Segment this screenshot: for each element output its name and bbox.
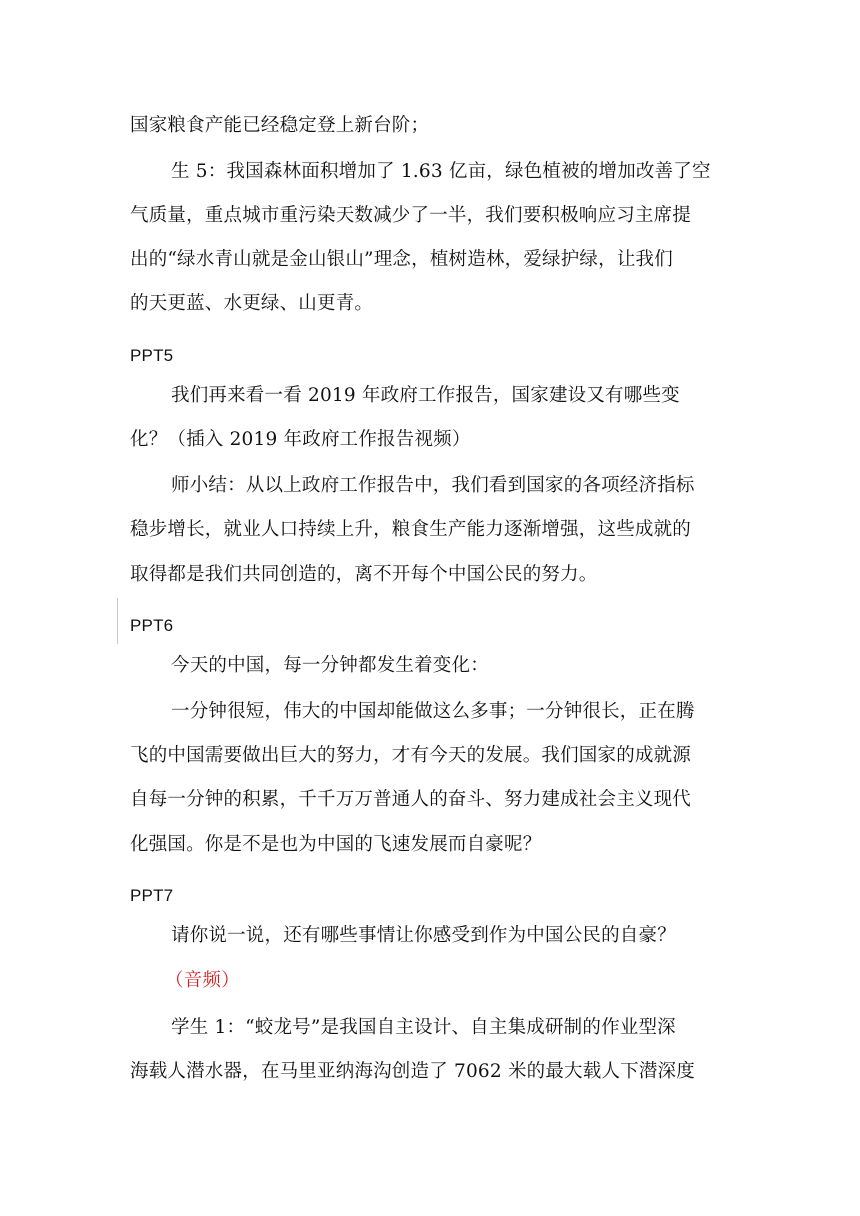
paragraph-line: 生 5：我国森林面积增加了 1.63 亿亩，绿色植被的增加改善了空 (171, 161, 711, 182)
paragraph-line: 海载人潜水器，在马里亚纳海沟创造了 7062 米的最大载人下潜深度 (130, 1061, 695, 1082)
paragraph-line: 国家粮食产能已经稳定登上新台阶； (130, 115, 430, 136)
paragraph-line: 飞的中国需要做出巨大的努力，才有今天的发展。我们国家的成就源 (130, 745, 692, 766)
section-label-ppt6: PPT6 (130, 616, 174, 635)
section-label-ppt7: PPT7 (130, 886, 174, 905)
section-label-ppt5: PPT5 (130, 346, 174, 365)
paragraph-line: 今天的中国，每一分钟都发生着变化： (171, 655, 489, 676)
paragraph-line: 一分钟很短，伟大的中国却能做这么多事；一分钟很长，正在腾 (171, 701, 695, 722)
paragraph-line: 化强国。你是不是也为中国的飞速发展而自豪呢？ (130, 834, 542, 855)
margin-change-bar (117, 598, 118, 644)
paragraph-line: 学生 1：“蛟龙号”是我国自主设计、自主集成研制的作业型深 (171, 1017, 676, 1038)
paragraph-line: 化？（插入 2019 年政府工作报告视频） (130, 429, 471, 450)
paragraph-line: 出的“绿水青山就是金山银山”理念，植树造林，爱绿护绿，让我们 (130, 249, 673, 270)
paragraph-line: 请你说一说，还有哪些事情让你感受到作为中国公民的自豪？ (171, 925, 676, 946)
paragraph-line: 的天更蓝、水更绿、山更青。 (130, 293, 374, 314)
paragraph-line: 师小结：从以上政府工作报告中，我们看到国家的各项经济指标 (171, 475, 695, 496)
paragraph-line: 自每一分钟的积累，千千万万普通人的奋斗、努力建成社会主义现代 (130, 789, 692, 810)
paragraph-line: 取得都是我们共同创造的，离不开每个中国公民的努力。 (130, 564, 598, 585)
paragraph-line: 气质量，重点城市重污染天数减少了一半，我们要积极响应习主席提 (130, 205, 692, 226)
paragraph-line: 我们再来看一看 2019 年政府工作报告，国家建设又有哪些变 (171, 385, 680, 406)
audio-note: （音频） (165, 970, 240, 991)
paragraph-line: 稳步增长，就业人口持续上升，粮食生产能力逐渐增强，这些成就的 (130, 519, 692, 540)
